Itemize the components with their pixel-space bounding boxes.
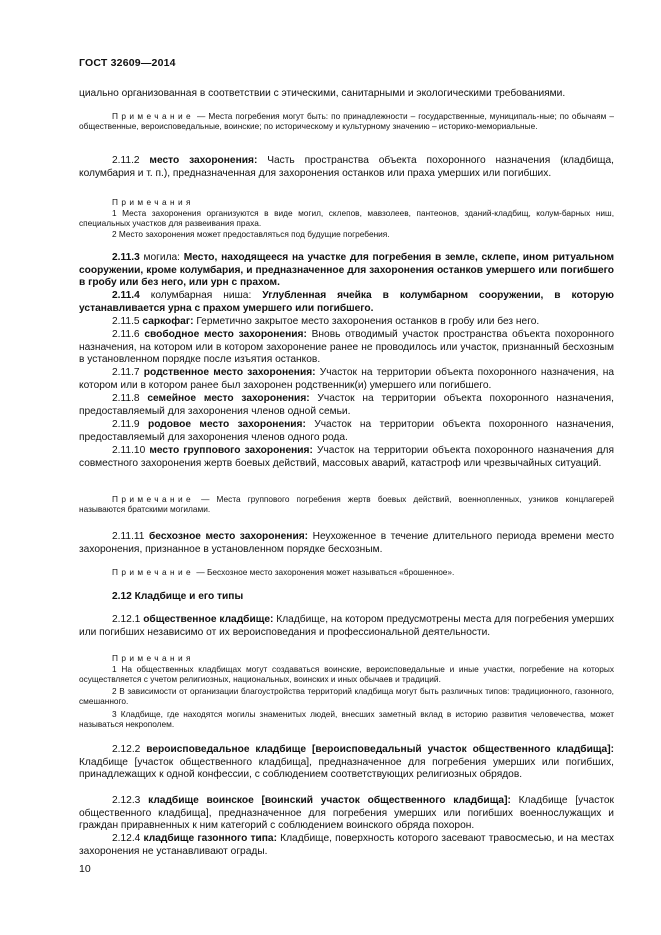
note-paragraph: 1 На общественных кладбищах могут создаваться воинские, вероисповедальные и иные участки, погребение на которых осуществляется с учетом религиозных, национальных, воинских и иных обычаев и традиций. xyxy=(79,664,614,685)
note-paragraph: Примечание — Бесхозное место захоронения может называться «брошенное». xyxy=(112,567,455,577)
note-paragraph: 3 Кладбище, где находятся могилы знаменитых людей, внесших заметный вклад в историю развития человечества, может называться некрополем. xyxy=(79,709,614,730)
text-paragraph: 2.11.11 бесхозное место захоронения: Неухоженное в течение длительного периода времени место захоронения, признанное в установленном порядке бесхозным. xyxy=(79,531,614,555)
text-paragraph: 2.11.6 свободное место захоронения: Вновь отводимый участок пространства объекта похоронного назначения, на котором или в котором захоронение ранее не проводилось или участок, признанный бесхозным в установленном порядке после изъятия останков. xyxy=(79,329,614,366)
text-paragraph: 2.11.7 родственное место захоронения: Участок на территории объекта похоронного назначения, на котором или в котором ранее был захоронен родственник(и) умершего или погибшего. xyxy=(79,367,614,391)
note-paragraph: Примечания xyxy=(112,197,194,207)
text-paragraph: 2.12.1 общественное кладбище: Кладбище, на котором предусмотрены места для погребения умерших или погибших независимо от их вероисповедания и профессиональной деятельности. xyxy=(79,614,615,638)
text-paragraph: 2.12 Кладбище и его типы xyxy=(112,591,244,602)
text-paragraph: 2.11.10 место группового захоронения: Участок на территории объекта похоронного назначения для совместного захоронения жертв боевых действий, массовых аварий, катастроф или чрезвычайных ситуаций. xyxy=(79,445,614,469)
text-paragraph: 2.12.3 кладбище воинское [воинский участок общественного кладбища]: Кладбище [участок общественного кладбища], предназначенное для погребения умерших или погибших военнослужащих и граждан приравненных к ним категорий с соблюдением воинского обряда похорон. xyxy=(79,795,614,832)
note-paragraph: 1 Места захоронения организуются в виде могил, склепов, мавзолеев, пантеонов, зданий-кладбищ, колум-барных ниш, специальных участков для развеивания праха. xyxy=(79,208,614,229)
note-paragraph: 2 Место захоронения может предоставляться под будущие погребения. xyxy=(112,229,390,239)
text-paragraph: 2.11.5 саркофаг: Герметично закрытое место захоронения останков в гробу или без него. xyxy=(112,316,540,327)
page-number: 10 xyxy=(79,863,91,875)
text-paragraph: 2.11.2 место захоронения: Часть пространства объекта похоронного назначения (кладбища, колумбария и т. п.), предназначенная для захоронения останков или праха умерших или погибших. xyxy=(79,155,615,179)
text-paragraph: циально организованная в соответствии с этическими, санитарными и экологическими требованиями. xyxy=(79,88,566,99)
note-paragraph: 2 В зависимости от организации благоустройства территорий кладбища могут быть различных типов: традиционного, газонного, смешанного. xyxy=(79,686,614,707)
note-paragraph: Примечания xyxy=(112,653,194,663)
note-paragraph: Примечание — Места группового погребения жертв боевых действий, военнопленных, узников концлагерей называются братскими могилами. xyxy=(79,494,614,515)
text-paragraph: 2.12.4 кладбище газонного типа: Кладбище, поверхность которого засевают травосмесью, и на местах захоронения не устанавливают ограды. xyxy=(79,833,614,857)
text-paragraph: 2.11.4 колумбарная ниша: Углубленная ячейка в колумбарном сооружении, в которую устанавливается урна с прахом умершего или погибшего. xyxy=(79,290,615,314)
text-paragraph: 2.11.3 могила: Место, находящееся на участке для погребения в земле, склепе, ином ритуальном сооружении, кроме колумбария, и предназначенное для захоронения останков умершего или погибшего в гробу или без него, или урн с прахом. xyxy=(79,252,615,289)
document-header: ГОСТ 32609—2014 xyxy=(79,57,176,69)
text-paragraph: 2.12.2 вероисповедальное кладбище [вероисповедальный участок общественного кладбища]: Кладбище [участок общественного кладбища], предназначенное для погребения умерших или погибших, принадлежащих к одной конфессии, с соблюдением соответствующих религиозных обрядов. xyxy=(79,744,615,781)
text-paragraph: 2.11.9 родовое место захоронения: Участок на территории объекта похоронного назначения, предоставляемый для захоронения членов одного рода. xyxy=(79,419,614,443)
note-paragraph: Примечание — Места погребения могут быть: по принадлежности – государственные, муниципаль-ные; по обычаям – общественные, вероисповедальные, воинские; по историческому и культурному значению – историко-мемориальные. xyxy=(79,111,614,132)
text-paragraph: 2.11.8 семейное место захоронения: Участок на территории объекта похоронного назначения, предоставляемый для захоронения членов одной семьи. xyxy=(79,393,614,417)
